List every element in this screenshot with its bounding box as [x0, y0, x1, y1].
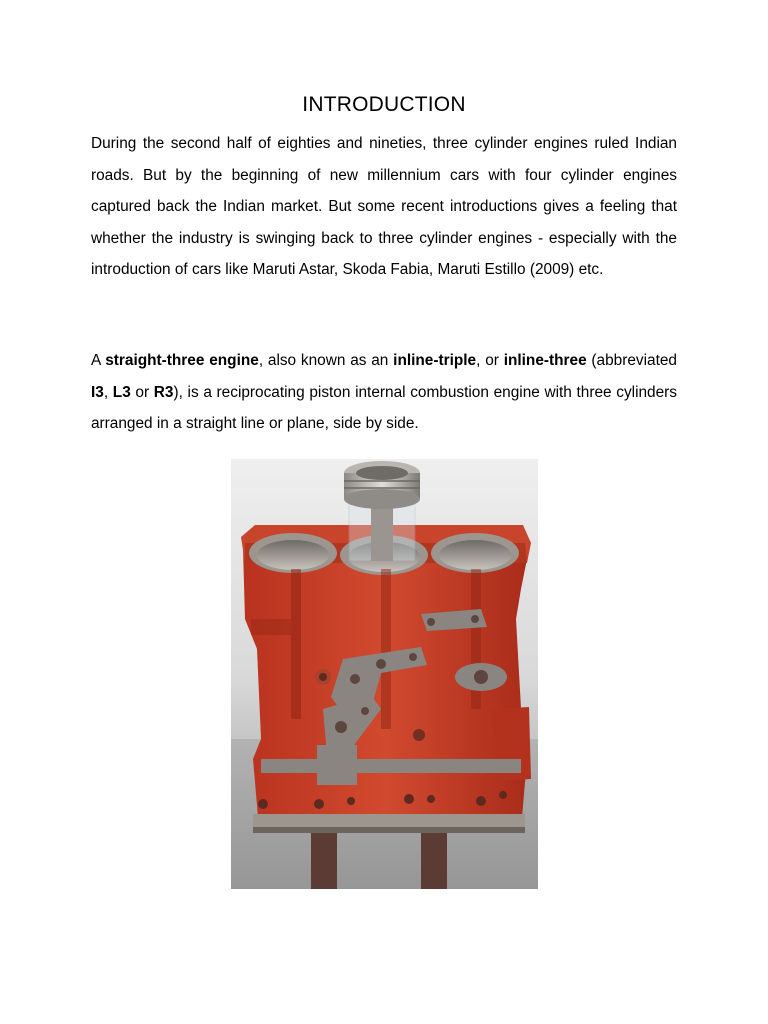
abbr-i3: I3	[91, 383, 104, 401]
abbr-l3: L3	[112, 383, 131, 401]
definition-paragraph	[91, 345, 677, 440]
text-run: or	[130, 383, 154, 401]
text-run: ,	[103, 383, 113, 401]
text-run: , also known as an	[258, 352, 394, 369]
text-run: , or	[476, 352, 504, 369]
term-inline-three: inline-three	[503, 352, 587, 369]
abbr-r3: R3	[153, 383, 174, 401]
text-run: ), is a reciprocating piston internal combustion engine with three cylinders arranged in a straight line or plane, side by side.	[91, 383, 677, 432]
text-run: A	[91, 352, 106, 369]
term-inline-triple: inline-triple	[393, 352, 477, 369]
page-title: INTRODUCTION	[302, 93, 466, 116]
engine-block-image	[231, 459, 538, 889]
term-straight-three: straight-three engine	[105, 352, 259, 369]
intro-paragraph: During the second half of eighties and nineties, three cylinder engines ruled Indian roads. But by the beginning of new millennium cars with four cylinder engines captured back the Indian market. But some recent introductions gives a feeling that whether the industry is swinging back to three cylinder engines - especially with the introduction of cars like Maruti Astar, Skoda Fabia, Maruti Estillo (2009) etc.	[91, 135, 677, 278]
text-run: (abbreviated	[586, 352, 677, 369]
